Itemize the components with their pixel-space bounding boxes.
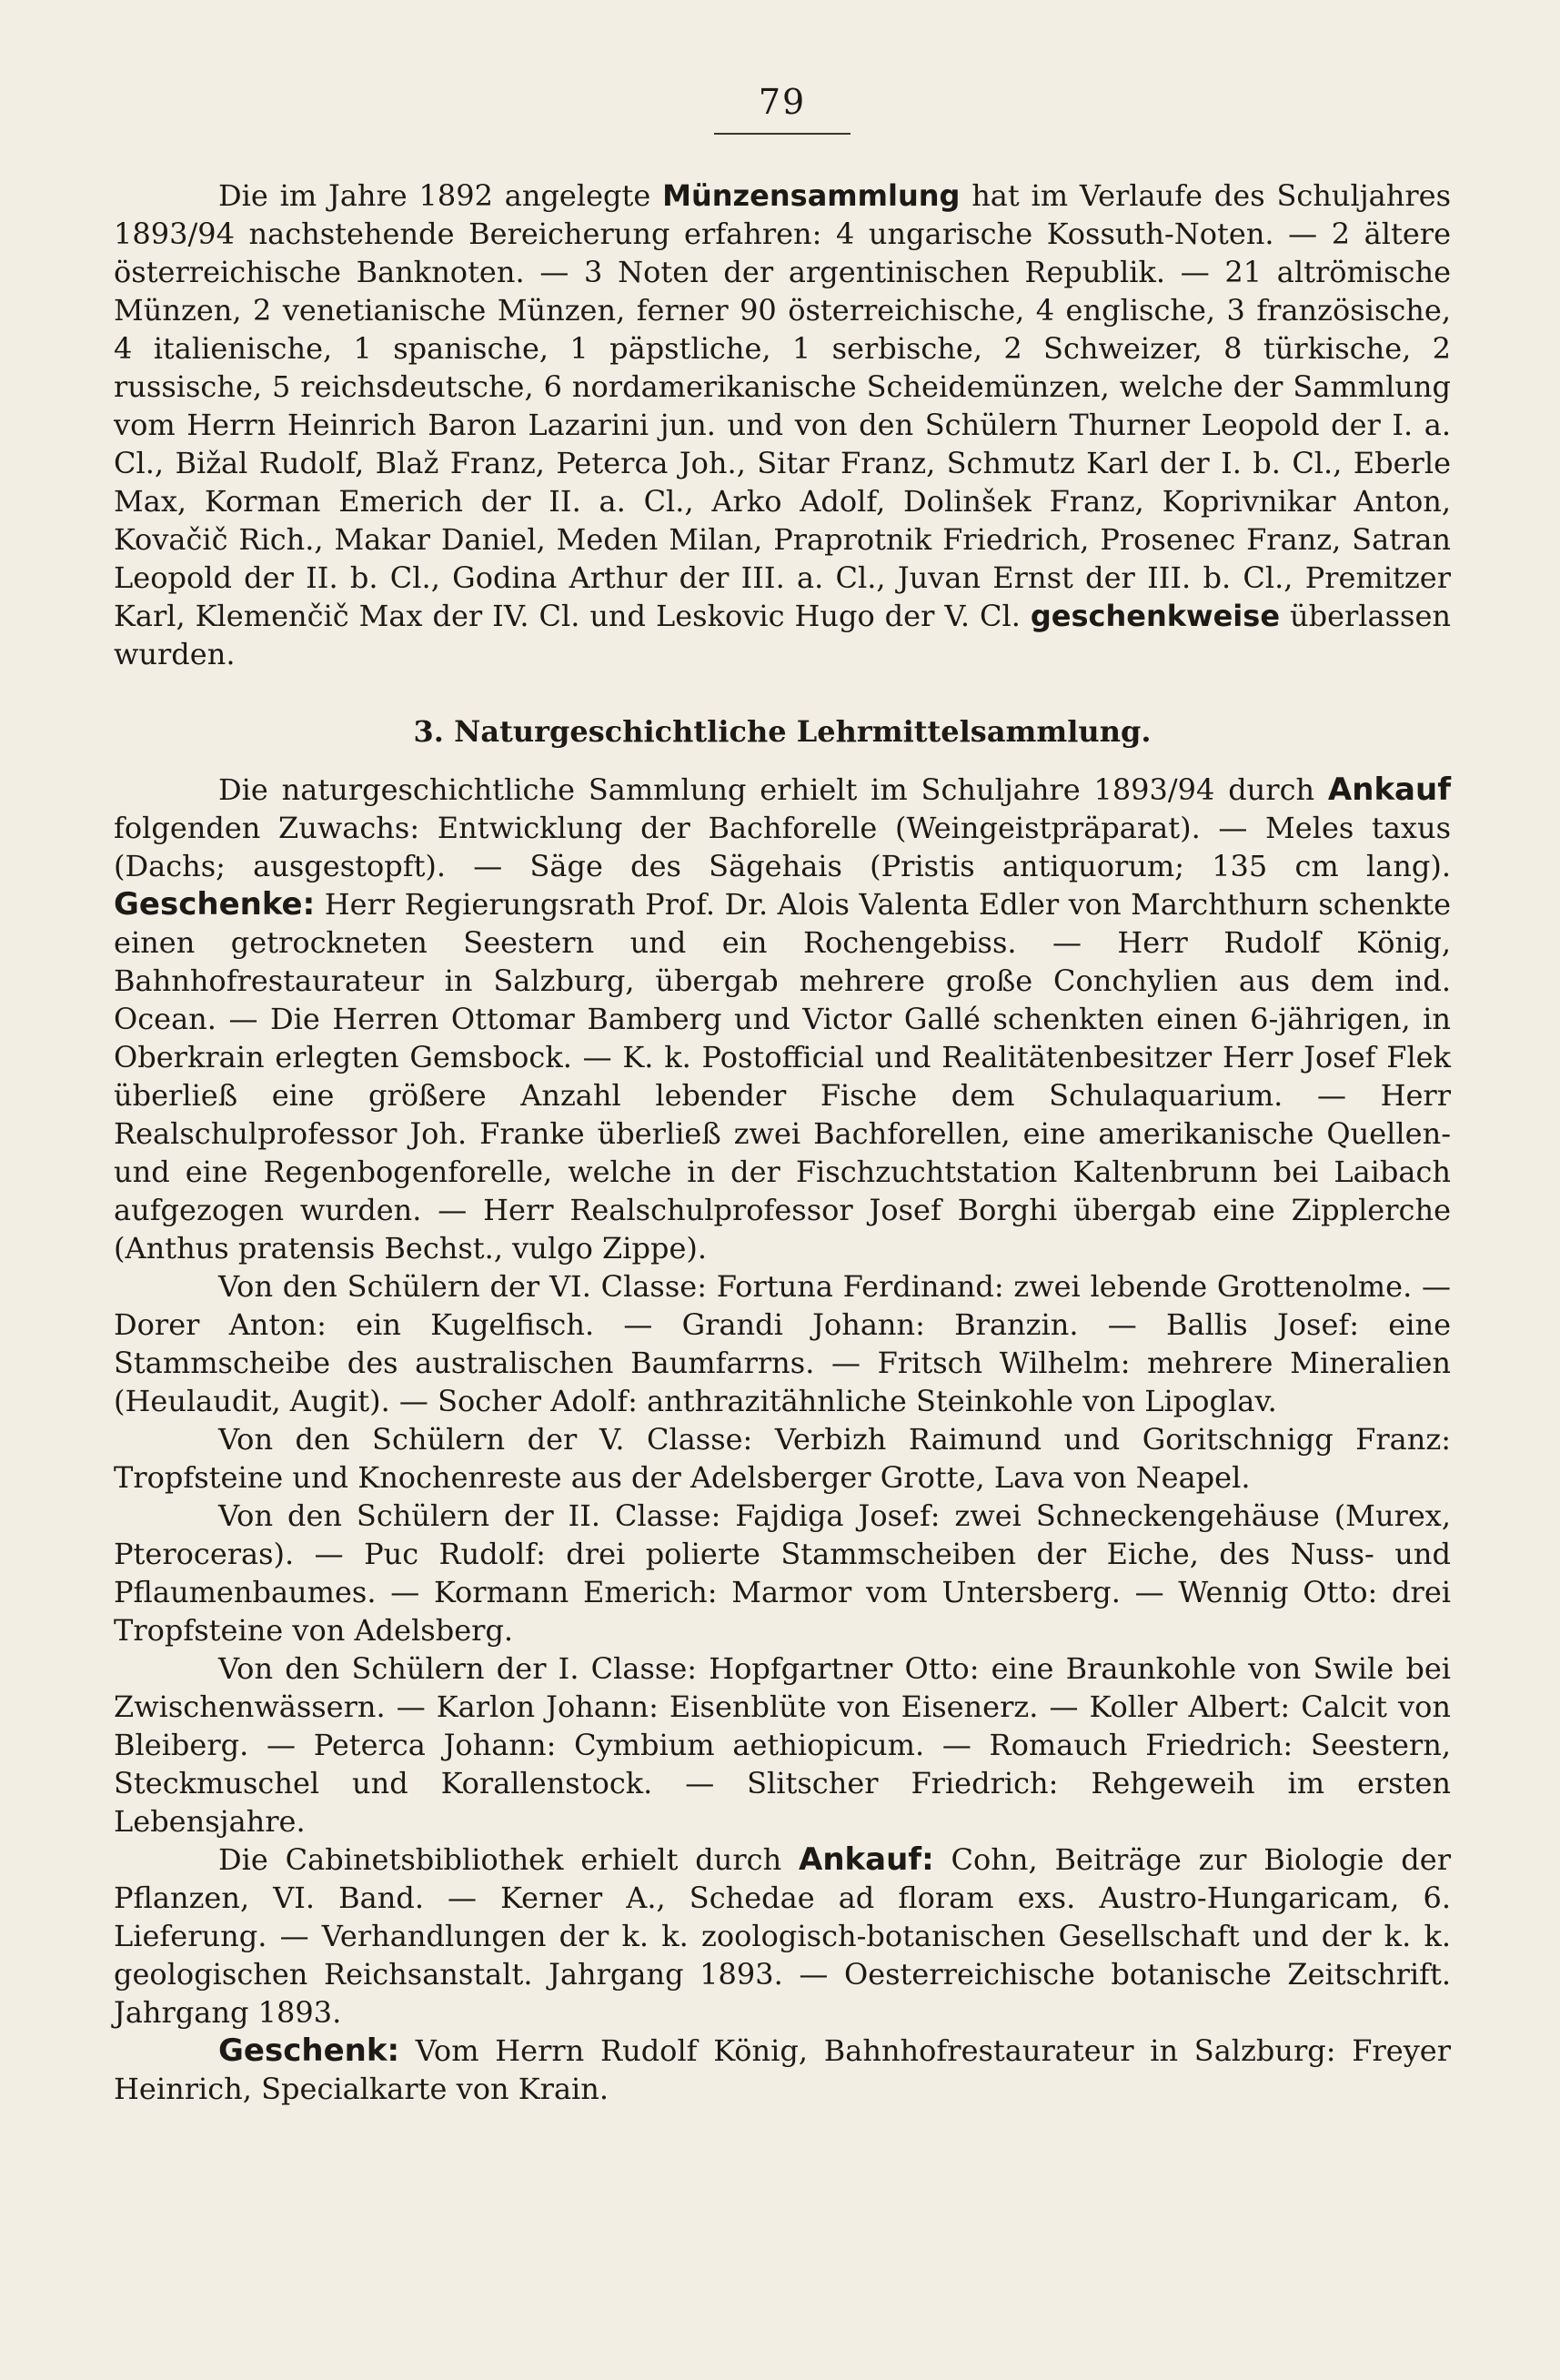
text-run: Vom Herrn Rudolf König, Bahnhofrestaurateur in Salzburg: Freyer Heinrich, Specialkarte von Krain. (114, 2033, 1451, 2107)
keyword-munzensammlung: Münzensammlung (662, 177, 961, 213)
section-heading: 3. Naturgeschichtliche Lehrmittelsammlung. (413, 713, 1152, 749)
page-number: 79 (758, 82, 807, 122)
text-run: Cohn, Beiträge zur Biologie der Pflanzen, VI. Band. — Kerner A., Schedae ad floram exs. Austro-Hungaricam, 6. Lieferung. — Verhandlungen der k. k. zoologisch-botanischen Gesellschaft und der k. k. geologischen Reichsanstalt. Jahrgang 1893. — Oesterreichische botanische Zeitschrift. Jahrgang 1893. (114, 1842, 1452, 2031)
text-run: überlassen wurden. (114, 598, 1452, 671)
paragraph-classe-v: Von den Schülern der V. Classe: Verbizh Raimund und Goritschnigg Franz: Tropfsteine und Knochenreste aus der Adelsberger Grotte, Lava von Neapel. (114, 1422, 1451, 1496)
text-run: hat im Verlaufe des Schuljahres 1893/94 nachstehende Bereicherung erfahren: 4 ungarische Kossuth-Noten. — 2 ältere österreichische Banknoten. — 3 Noten der argentinischen Republik. — 21 altrömische Münzen, 2 venetianische Münzen, ferner 90 österreichische, 4 englische, 3 französische, 4 italienische, 1 spanische, 1 päpstliche, 1 serbische, 2 Schweizer, 8 türkische, 2 russische, 5 reichsdeutsche, 6 nordamerikanische Scheidemünzen, welche der Sammlung vom Herrn Heinrich Baron Lazarini jun. und von den Schülern Thurner Leopold der I. a. Cl., Bižal Rudolf, Blaž Franz, Peterca Joh., Sitar Franz, Schmutz Karl der I. b. Cl., Eberle Max, Korman Emerich der II. a. Cl., Arko Adolf, Dolinšek Franz, Koprivnikar Anton, Kovačič Rich., Makar Daniel, Meden Milan, Praprotnik Friedrich, Prosenec Franz, Satran Leopold der II. b. Cl., Godina Arthur der III. a. Cl., Juvan Ernst der III. b. Cl., Premitzer Karl, Klemenčič Max der IV. Cl. und Leskovic Hugo der V. Cl. (114, 177, 1452, 633)
text-run: Herr Regierungsrath Prof. Dr. Alois Valenta Edler von Marchthurn schenkte einen getrockneten Seestern und ein Rochengebiss. — Herr Rudolf König, Bahnhofrestaurateur in Salzburg, übergab mehrere große Conchylien aus dem ind. Ocean. — Die Herren Ottomar Bamberg und Victor Gallé schenkten einen 6-jährigen, in Oberkrain erlegten Gemsbock. — K. k. Postofficial und Realitätenbesitzer Herr Josef Flek überließ eine größere Anzahl lebender Fische dem Schulaquarium. — Herr Realschulprofessor Joh. Franke überließ zwei Bachforellen, eine amerikanische Quellen- und eine Regenbogenforelle, welche in der Fischzuchtstation Kaltenbrunn bei Laibach aufgezogen wurden. — Herr Realschulprofessor Josef Borghi übergab eine Zipplerche (Anthus pratensis Bechst., vulgo Zippe). (114, 887, 1451, 1266)
keyword-geschenk: Geschenk: (218, 2032, 400, 2070)
paragraph-classe-i: Von den Schülern der I. Classe: Hopfgartner Otto: eine Braunkohle von Swile bei Zwischenwässern. — Karlon Johann: Eisenblüte von Eisenerz. — Koller Albert: Calcit von Bleiberg. — Peterca Johann: Cymbium aethiopicum. — Romauch Friedrich: Seestern, Steckmuschel und Korallenstock. — Slitscher Friedrich: Rehgeweih im ersten Lebensjahre. (114, 1651, 1451, 1840)
text-run: Die Cabinetsbibliothek erhielt durch (218, 1842, 800, 1878)
text-run: Die im Jahre 1892 angelegte (218, 177, 663, 213)
paragraph-classe-vi: Von den Schülern der VI. Classe: Fortuna Ferdinand: zwei lebende Grottenolme. — Dorer Anton: ein Kugelfisch. — Grandi Johann: Branzin. — Ballis Josef: eine Stammscheibe des australischen Baumfarrns. — Fritsch Wilhelm: mehrere Mineralien (Heulaudit, Augit). — Socher Adolf: anthrazitähnliche Steinkohle von Lipoglav. (114, 1269, 1451, 1419)
keyword-ankauf-2: Ankauf: (799, 1841, 934, 1879)
text-run: Die naturgeschichtliche Sammlung erhielt im Schuljahre 1893/94 durch (218, 772, 1328, 808)
keyword-geschenke: Geschenke: (114, 886, 316, 923)
paragraph-geschenk (114, 2032, 1451, 2108)
header-rule (714, 133, 850, 135)
paragraph-cabinetsbibliothek (114, 1840, 1451, 2032)
keyword-ankauf: Ankauf (1327, 771, 1451, 809)
paragraph-naturgeschichtliche (114, 771, 1451, 1267)
page (114, 82, 1451, 2108)
paragraph-munzensammlung (114, 176, 1451, 673)
keyword-geschenkweise: geschenkweise (1030, 598, 1281, 633)
text-run: folgenden Zuwachs: Entwicklung der Bachforelle (Weingeistpräparat). — Meles taxus (Dachs; ausgestopft). — Säge des Sägehais (Pristis antiquorum; 135 cm lang). (114, 811, 1451, 884)
paragraph-classe-ii: Von den Schülern der II. Classe: Fajdiga Josef: zwei Schneckengehäuse (Murex, Pteroceras). — Puc Rudolf: drei polierte Stammscheiben der Eiche, des Nuss- und Pflaumenbaumes. — Kormann Emerich: Marmor vom Untersberg. — Wennig Otto: drei Tropfsteine von Adelsberg. (114, 1498, 1451, 1649)
